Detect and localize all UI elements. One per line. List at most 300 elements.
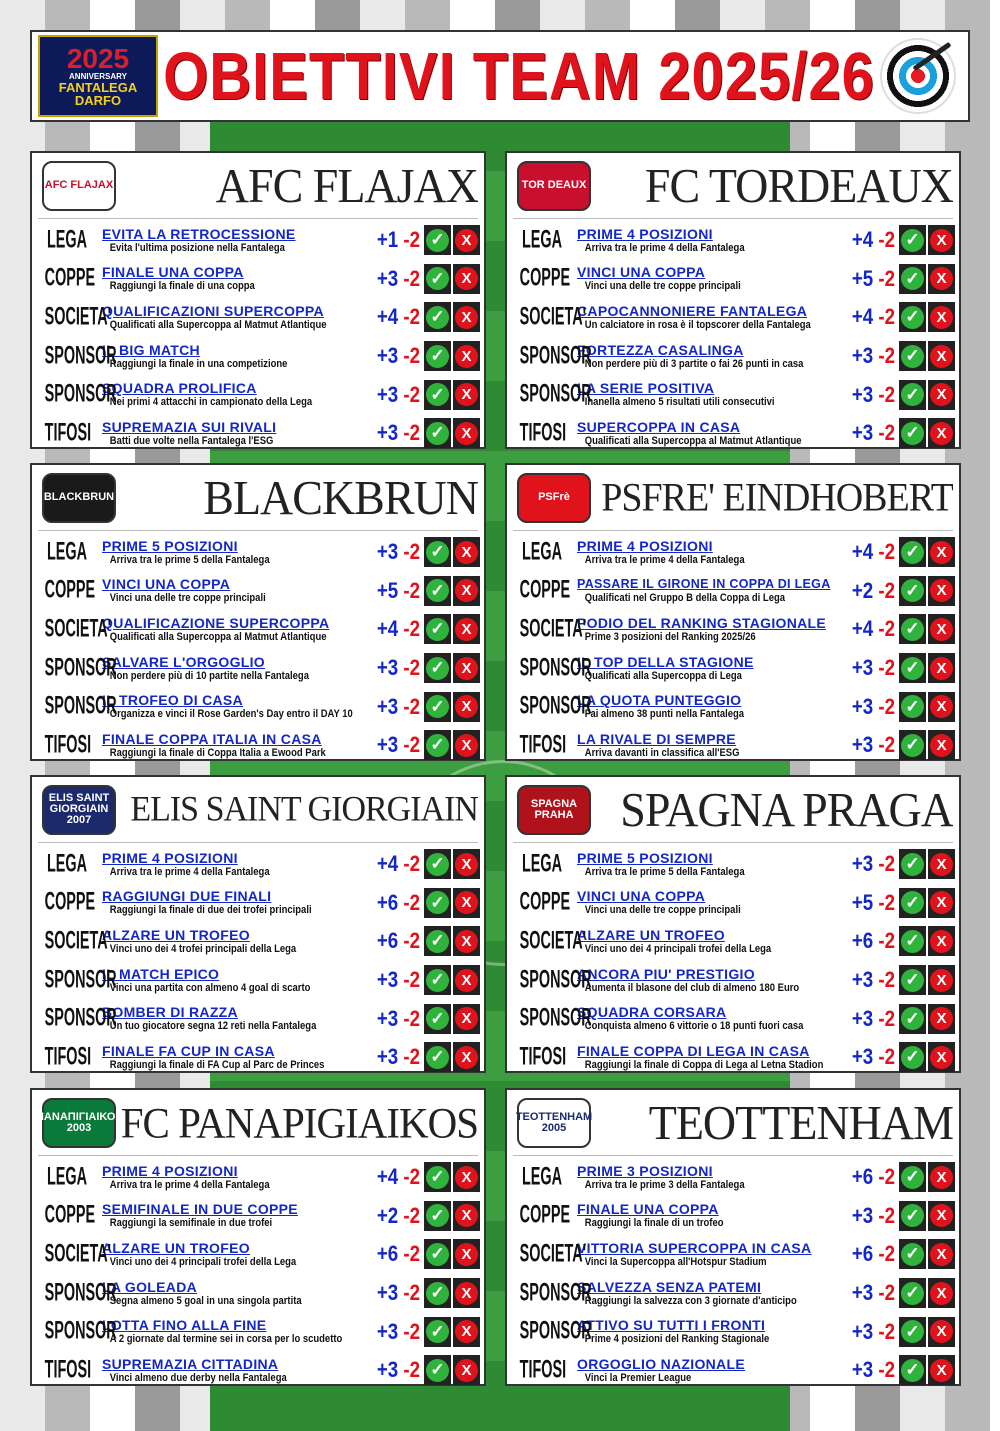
cross-icon: X: [930, 1007, 953, 1030]
points-minus: -2: [403, 616, 420, 642]
points-minus: -2: [878, 732, 895, 758]
fail-button[interactable]: [928, 730, 955, 760]
objective-row: [507, 1312, 959, 1351]
points-minus: -2: [878, 655, 895, 681]
crest-badge: ΠΑΝΑΠΙΓΙΑΙΚΟΣ 2003: [42, 1098, 116, 1148]
check-icon: ✓: [426, 695, 449, 718]
cross-icon: X: [455, 657, 478, 680]
objective-status: [424, 1162, 480, 1192]
fail-button[interactable]: [928, 418, 955, 448]
fail-button[interactable]: [928, 692, 955, 722]
fail-button[interactable]: [928, 926, 955, 956]
fail-button[interactable]: [928, 576, 955, 606]
crest-badge: SPAGNA PRAHA: [517, 785, 591, 835]
check-button[interactable]: [899, 302, 926, 332]
objective-title: IL TROFEO DI CASA: [102, 693, 243, 709]
check-button[interactable]: [899, 1042, 926, 1072]
fail-button[interactable]: [453, 1004, 480, 1034]
check-button[interactable]: [424, 576, 451, 606]
check-button[interactable]: [424, 1317, 451, 1347]
objective-text: [98, 1280, 362, 1307]
check-icon: ✓: [901, 657, 924, 680]
objective-description: Raggiungi la semifinale in due trofei: [109, 1217, 273, 1230]
objective-category: COPPE: [44, 576, 96, 605]
points-plus: +3: [851, 732, 874, 758]
check-icon: ✓: [426, 930, 449, 953]
points-minus: -2: [403, 539, 420, 565]
check-button[interactable]: [424, 1278, 451, 1308]
cross-icon: X: [930, 345, 953, 368]
points-plus: +6: [376, 889, 399, 915]
fail-button[interactable]: [928, 888, 955, 918]
objective-title: ALZARE UN TROFEO: [102, 1240, 250, 1256]
objective-row: [32, 572, 484, 611]
team-header: [513, 153, 953, 219]
points-plus: +3: [376, 343, 399, 369]
objective-status: [424, 264, 480, 294]
objective-row: [32, 337, 484, 376]
objective-points: [846, 1164, 895, 1190]
objective-points: [846, 928, 895, 954]
check-button[interactable]: [899, 849, 926, 879]
points-plus: +3: [851, 851, 874, 877]
objective-title: LA SERIE POSITIVA: [577, 381, 715, 397]
objective-category: SOCIETA': [519, 615, 587, 643]
check-button[interactable]: [899, 1317, 926, 1347]
team-card: [30, 775, 486, 1073]
points-minus: -2: [403, 928, 420, 954]
check-button[interactable]: [424, 730, 451, 760]
check-button[interactable]: [899, 341, 926, 371]
points-minus: -2: [403, 1357, 420, 1383]
objective-status: [424, 418, 480, 448]
objective-row: [507, 572, 959, 611]
objective-text: [98, 655, 362, 682]
objective-status: [424, 614, 480, 644]
crest-badge: TEOTTENHAM 2005: [517, 1098, 591, 1148]
team-crest-icon: [38, 470, 120, 526]
check-icon: ✓: [426, 1166, 449, 1189]
fail-button[interactable]: [928, 1239, 955, 1269]
page-title: OBIETTIVI TEAM 2025/26: [163, 38, 875, 114]
fail-button[interactable]: [928, 225, 955, 255]
objectives-list: [507, 219, 959, 453]
objective-points: [371, 1319, 420, 1345]
check-button[interactable]: [899, 1162, 926, 1192]
fail-button[interactable]: [453, 264, 480, 294]
objective-description: Arriva tra le prime 4 della Fantalega: [584, 241, 745, 254]
objective-description: Raggiungi la finale in una competizione: [109, 357, 288, 370]
check-button[interactable]: [899, 653, 926, 683]
check-button[interactable]: [424, 418, 451, 448]
fail-button[interactable]: [453, 1317, 480, 1347]
objective-points: [371, 1203, 420, 1229]
check-button[interactable]: [424, 302, 451, 332]
objective-title: PRIME 4 POSIZIONI: [577, 538, 713, 554]
check-button[interactable]: [899, 730, 926, 760]
check-button[interactable]: [899, 614, 926, 644]
check-button[interactable]: [899, 888, 926, 918]
fail-button[interactable]: [928, 1042, 955, 1072]
points-plus: +5: [851, 265, 874, 291]
objective-text: [573, 1202, 837, 1229]
fail-button[interactable]: [453, 1355, 480, 1385]
objective-text: [573, 539, 837, 566]
objective-category: TIFOSI: [519, 418, 567, 447]
fail-button[interactable]: [453, 302, 480, 332]
points-minus: -2: [878, 577, 895, 603]
objective-title: VINCI UNA COPPA: [577, 889, 706, 905]
check-button[interactable]: [899, 965, 926, 995]
logo-town: DARFO: [74, 93, 122, 108]
objective-category: SPONSOR: [519, 653, 592, 682]
points-minus: -2: [403, 693, 420, 719]
check-button[interactable]: [424, 1162, 451, 1192]
cross-icon: X: [930, 422, 953, 445]
team-header: [513, 465, 953, 531]
points-plus: +4: [376, 851, 399, 877]
check-button[interactable]: [424, 692, 451, 722]
check-button[interactable]: [899, 1355, 926, 1385]
points-minus: -2: [878, 1280, 895, 1306]
fail-button[interactable]: [928, 653, 955, 683]
cross-icon: X: [455, 1282, 478, 1305]
cross-icon: X: [930, 1204, 953, 1227]
objective-status: [424, 1042, 480, 1072]
check-button[interactable]: [424, 1042, 451, 1072]
fail-button[interactable]: [453, 1201, 480, 1231]
objective-title: SUPREMAZIA SUI RIVALI: [102, 419, 277, 435]
objective-category: SOCIETA': [44, 927, 112, 955]
fail-button[interactable]: [928, 1201, 955, 1231]
objective-category: COPPE: [519, 576, 571, 605]
objective-category: SPONSOR: [519, 1278, 592, 1307]
objective-category: LEGA: [46, 1162, 88, 1191]
fail-button[interactable]: [453, 418, 480, 448]
objective-points: [846, 1319, 895, 1345]
objective-points: [371, 1044, 420, 1070]
check-button[interactable]: [424, 1239, 451, 1269]
objective-text: [573, 851, 837, 878]
objective-category: SPONSOR: [44, 380, 117, 408]
check-button[interactable]: [899, 1004, 926, 1034]
fail-button[interactable]: [453, 653, 480, 683]
objective-row: [32, 414, 484, 453]
objective-category: SPONSOR: [519, 692, 592, 720]
objective-points: [846, 732, 895, 758]
team-header: [38, 777, 478, 843]
objective-points: [371, 851, 420, 877]
points-plus: +3: [851, 693, 874, 719]
check-button[interactable]: [899, 418, 926, 448]
check-button[interactable]: [899, 576, 926, 606]
cross-icon: X: [455, 930, 478, 953]
check-icon: ✓: [901, 618, 924, 641]
check-icon: ✓: [426, 267, 449, 290]
fail-button[interactable]: [453, 614, 480, 644]
objective-status: [899, 1239, 955, 1269]
team-card: [505, 1088, 961, 1386]
points-plus: +3: [376, 655, 399, 681]
fail-button[interactable]: [928, 341, 955, 371]
objective-description: Raggiungi la salvezza con 3 giornate d'anticipo: [584, 1294, 797, 1307]
objective-row: [507, 961, 959, 1000]
objective-title: FINALE UNA COPPA: [102, 265, 244, 281]
objective-points: [371, 1164, 420, 1190]
objective-description: Inanella almeno 5 risultati utili consecutivi: [584, 396, 775, 409]
check-icon: ✓: [426, 579, 449, 602]
cross-icon: X: [930, 969, 953, 992]
points-plus: +3: [851, 1318, 874, 1344]
league-logo: [38, 35, 158, 117]
fail-button[interactable]: [453, 926, 480, 956]
objective-description: A 2 giornate dal termine sei in corsa per lo scudetto: [109, 1333, 343, 1346]
objective-description: Qualificati alla Supercoppa al Matmut Atlantique: [109, 318, 327, 331]
objective-category: SPONSOR: [44, 341, 117, 370]
objective-points: [846, 420, 895, 446]
check-button[interactable]: [899, 537, 926, 567]
objective-status: [899, 341, 955, 371]
check-icon: ✓: [901, 345, 924, 368]
objective-description: Qualificati nel Gruppo B della Coppa di Lega: [584, 591, 785, 604]
check-button[interactable]: [424, 1355, 451, 1385]
objective-points: [846, 616, 895, 642]
points-minus: -2: [878, 616, 895, 642]
objective-text: [573, 655, 837, 682]
fail-button[interactable]: [453, 965, 480, 995]
objective-status: [899, 1278, 955, 1308]
fail-button[interactable]: [928, 614, 955, 644]
objective-text: [98, 381, 362, 408]
points-plus: +3: [851, 1357, 874, 1383]
points-minus: -2: [878, 1005, 895, 1031]
team-crest-icon: [513, 470, 595, 526]
fail-button[interactable]: [928, 1162, 955, 1192]
objective-text: [573, 1164, 837, 1191]
objective-row: [507, 1351, 959, 1390]
objective-description: Organizza e vinci il Rose Garden's Day entro il DAY 10: [109, 708, 353, 721]
objective-description: Segna almeno 5 goal in una singola partita: [109, 1294, 302, 1307]
check-button[interactable]: [424, 1201, 451, 1231]
objective-description: Arriva tra le prime 4 della Fantalega: [584, 553, 745, 566]
cross-icon: X: [930, 930, 953, 953]
team-name: TEOTTENHAM: [648, 1095, 953, 1150]
objective-status: [424, 1004, 480, 1034]
cross-icon: X: [930, 1359, 953, 1382]
check-button[interactable]: [424, 965, 451, 995]
objective-title: IL BIG MATCH: [102, 342, 200, 358]
fail-button[interactable]: [453, 692, 480, 722]
check-button[interactable]: [424, 341, 451, 371]
fail-button[interactable]: [928, 264, 955, 294]
objective-description: Vinci la Supercoppa all'Hotspur Stadium: [584, 1255, 767, 1268]
points-plus: +2: [851, 577, 874, 603]
objective-title: PRIME 4 POSIZIONI: [577, 226, 713, 242]
objective-points: [371, 382, 420, 408]
objectives-list: [32, 1156, 484, 1390]
points-plus: +3: [376, 381, 399, 407]
fail-button[interactable]: [453, 225, 480, 255]
objective-text: [573, 304, 837, 331]
objective-category: SPONSOR: [519, 1004, 592, 1032]
fail-button[interactable]: [453, 849, 480, 879]
check-icon: ✓: [901, 969, 924, 992]
objective-title: CAPOCANNONIERE FANTALEGA: [577, 303, 808, 319]
objective-title: FINALE COPPA DI LEGA IN CASA: [577, 1043, 810, 1059]
fail-button[interactable]: [453, 1042, 480, 1072]
check-icon: ✓: [901, 1166, 924, 1189]
check-icon: ✓: [426, 1243, 449, 1266]
objective-description: Vinci uno dei 4 principali trofei della Lega: [584, 942, 772, 955]
check-button[interactable]: [899, 225, 926, 255]
check-icon: ✓: [901, 1359, 924, 1382]
points-plus: +3: [851, 1280, 874, 1306]
objective-row: [32, 1038, 484, 1077]
check-button[interactable]: [424, 225, 451, 255]
check-button[interactable]: [899, 926, 926, 956]
points-minus: -2: [878, 1241, 895, 1267]
points-minus: -2: [403, 889, 420, 915]
fail-button[interactable]: [928, 302, 955, 332]
cross-icon: X: [455, 541, 478, 564]
objective-status: [424, 1278, 480, 1308]
objective-description: Batti due volte nella Fantalega l'ESG: [109, 434, 274, 447]
objective-category: SOCIETA': [44, 1240, 112, 1268]
objective-title: ANCORA PIU' PRESTIGIO: [577, 966, 755, 982]
points-plus: +3: [851, 1202, 874, 1228]
objective-points: [371, 304, 420, 330]
fail-button[interactable]: [453, 730, 480, 760]
objectives-list: [32, 531, 484, 765]
cross-icon: X: [930, 891, 953, 914]
objective-title: QUALIFICAZIONE SUPERCOPPA: [102, 615, 330, 631]
objective-description: Arriva tra le prime 4 della Fantalega: [109, 865, 270, 878]
check-button[interactable]: [424, 380, 451, 410]
fail-button[interactable]: [453, 537, 480, 567]
fail-button[interactable]: [453, 1162, 480, 1192]
objective-status: [424, 1201, 480, 1231]
objective-title: FINALE FA CUP IN CASA: [102, 1043, 275, 1059]
objective-description: Arriva tra le prime 5 della Fantalega: [584, 865, 745, 878]
cross-icon: X: [930, 1243, 953, 1266]
fail-button[interactable]: [453, 888, 480, 918]
check-button[interactable]: [424, 888, 451, 918]
fail-button[interactable]: [453, 576, 480, 606]
fail-button[interactable]: [928, 1355, 955, 1385]
objective-title: SUPERCOPPA IN CASA: [577, 419, 741, 435]
objective-status: [899, 1004, 955, 1034]
points-minus: -2: [403, 1241, 420, 1267]
objective-text: [573, 343, 837, 370]
points-plus: +6: [376, 1241, 399, 1267]
fail-button[interactable]: [928, 849, 955, 879]
objective-status: [424, 926, 480, 956]
check-button[interactable]: [899, 380, 926, 410]
cross-icon: X: [930, 734, 953, 757]
points-minus: -2: [403, 1164, 420, 1190]
fail-button[interactable]: [928, 1317, 955, 1347]
points-minus: -2: [403, 1202, 420, 1228]
fail-button[interactable]: [453, 1239, 480, 1269]
objective-text: [573, 1241, 837, 1268]
objective-row: [507, 533, 959, 572]
objective-row: [32, 610, 484, 649]
logo-name: FANTALEGA: [58, 80, 138, 95]
fail-button[interactable]: [928, 965, 955, 995]
objective-points: [371, 655, 420, 681]
check-button[interactable]: [424, 614, 451, 644]
objective-row: [32, 1158, 484, 1197]
points-plus: +3: [376, 1280, 399, 1306]
check-button[interactable]: [899, 1278, 926, 1308]
crest-badge: AFC FLAJAX: [42, 161, 116, 211]
objective-title: ORGOGLIO NAZIONALE: [577, 1356, 745, 1372]
objective-points: [846, 967, 895, 993]
objective-text: [98, 227, 362, 254]
fail-button[interactable]: [453, 380, 480, 410]
check-button[interactable]: [424, 1004, 451, 1034]
check-button[interactable]: [899, 264, 926, 294]
check-button[interactable]: [424, 537, 451, 567]
objective-text: [98, 343, 362, 370]
fail-button[interactable]: [928, 1004, 955, 1034]
objective-title: PODIO DEL RANKING STAGIONALE: [577, 615, 827, 631]
check-button[interactable]: [424, 849, 451, 879]
objective-text: [98, 304, 362, 331]
team-card: [30, 463, 486, 761]
fail-button[interactable]: [928, 380, 955, 410]
objective-row: [507, 922, 959, 961]
objective-points: [846, 694, 895, 720]
objective-row: [507, 260, 959, 299]
check-icon: ✓: [901, 930, 924, 953]
objective-category: TIFOSI: [519, 730, 567, 759]
check-button[interactable]: [424, 653, 451, 683]
objective-row: [32, 1312, 484, 1351]
objective-title: ALZARE UN TROFEO: [577, 927, 725, 943]
fail-button[interactable]: [928, 1278, 955, 1308]
check-button[interactable]: [424, 264, 451, 294]
check-icon: ✓: [426, 422, 449, 445]
objective-title: LA RIVALE DI SEMPRE: [577, 731, 736, 747]
objective-text: [573, 889, 837, 916]
check-button[interactable]: [899, 1239, 926, 1269]
objective-title: IL MATCH EPICO: [102, 966, 220, 982]
objective-status: [424, 730, 480, 760]
fail-button[interactable]: [453, 341, 480, 371]
objective-status: [899, 730, 955, 760]
team-header: [38, 465, 478, 531]
objective-category: COPPE: [519, 1201, 571, 1230]
team-crest-icon: [38, 782, 120, 838]
objective-status: [899, 614, 955, 644]
objective-status: [899, 1201, 955, 1231]
check-icon: ✓: [426, 1204, 449, 1227]
check-button[interactable]: [899, 1201, 926, 1231]
fail-button[interactable]: [453, 1278, 480, 1308]
points-plus: +3: [851, 343, 874, 369]
objective-title: IL TOP DELLA STAGIONE: [577, 654, 754, 670]
check-button[interactable]: [424, 926, 451, 956]
objective-text: [98, 1241, 362, 1268]
fail-button[interactable]: [928, 537, 955, 567]
team-name: AFC FLAJAX: [215, 158, 478, 213]
objective-text: [573, 381, 837, 408]
objective-description: Vinci uno dei 4 principali trofei della Lega: [109, 1255, 297, 1268]
check-button[interactable]: [899, 692, 926, 722]
objective-points: [371, 616, 420, 642]
points-minus: -2: [403, 343, 420, 369]
